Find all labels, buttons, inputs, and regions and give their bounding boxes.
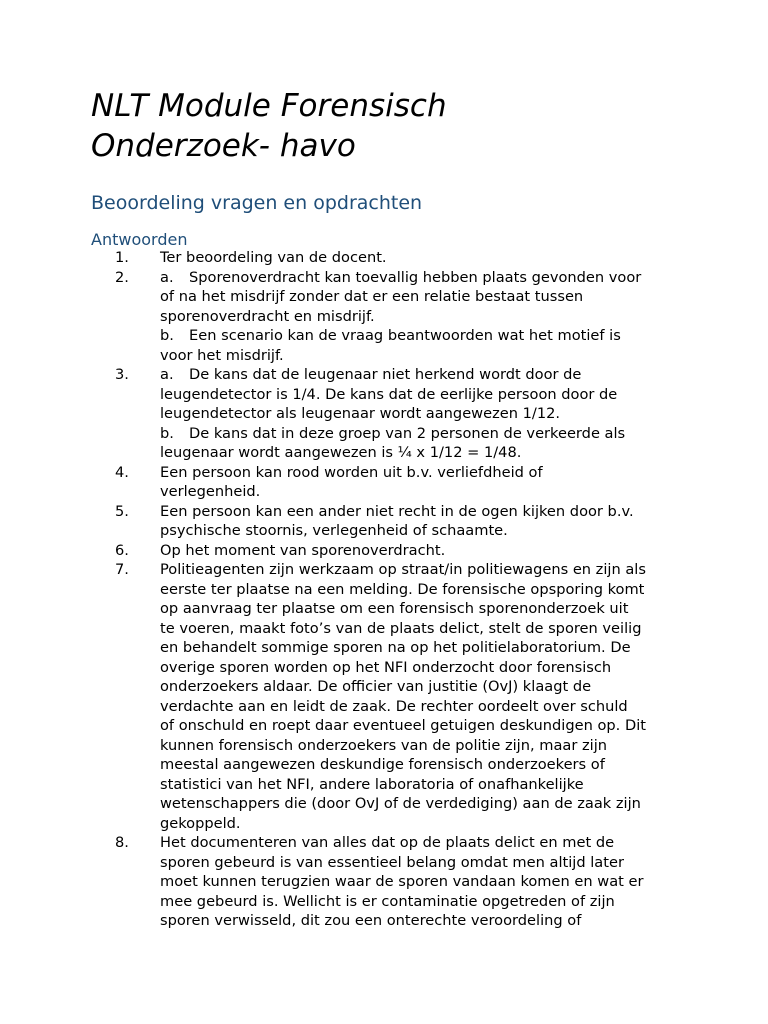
answer-item-5 [0, 502, 680, 541]
answer-number: 8. [115, 834, 129, 851]
answer-line: gekoppeld. [160, 814, 241, 832]
answer-line [160, 365, 680, 385]
answer-item-7 [0, 560, 680, 833]
answer-line: leugendetector als leugenaar wordt aangewezen 1/12. [160, 405, 561, 422]
answer-line: leugenaar wordt aangewezen is ¼ x 1/12 = 1/48. [160, 444, 522, 461]
answer-line: sporenoverdracht en misdrijf. [160, 307, 375, 325]
answer-line: Een persoon kan rood worden uit b.v. verliefdheid of [160, 463, 543, 481]
answer-line: Politieagenten zijn werkzaam op straat/in politiewagens en zijn als [160, 561, 646, 578]
title-line: Onderzoek- havo [91, 128, 356, 164]
sub-text: De kans dat de leugenaar niet herkend wordt door de [189, 366, 582, 383]
answer-line: psychische stoornis, verlegenheid of schaamte. [160, 522, 508, 539]
title-line: NLT Module Forensisch [91, 88, 447, 124]
sub-text: Een scenario kan de vraag beantwoorden wat het motief is [189, 327, 621, 344]
answer-item-3 [0, 365, 680, 463]
answer-line: moet kunnen terugzien waar de sporen vandaan komen en wat er [160, 873, 644, 890]
answer-list [0, 248, 768, 931]
answer-line: verdachte aan en leidt de zaak. De rechter oordeelt over schuld [160, 697, 628, 715]
answer-line [160, 326, 680, 346]
answer-line: onderzoekers aldaar. De officier van justitie (OvJ) klaagt de [160, 678, 592, 695]
answer-number: 3. [115, 366, 129, 383]
answer-number: 7. [115, 561, 129, 578]
document-title [91, 86, 711, 166]
answer-line: overige sporen worden op het NFI onderzocht door forensisch [160, 658, 612, 676]
answer-number: 6. [115, 541, 129, 559]
sub-answer-b [160, 424, 680, 463]
answer-line: mee gebeurd is. Wellicht is er contaminatie opgetreden of zijn [160, 892, 615, 910]
sub-answer-a [160, 365, 680, 424]
subsection-heading: Antwoorden [91, 230, 188, 249]
answer-line: Op het moment van sporenoverdracht. [160, 541, 446, 559]
answer-number: 4. [115, 463, 129, 481]
answer-item-4 [0, 463, 680, 502]
answer-number: 1. [115, 249, 129, 266]
answer-line: Ter beoordeling van de docent. [160, 249, 387, 266]
answer-line: Een persoon kan een ander niet recht in de ogen kijken door b.v. [160, 502, 634, 520]
answer-line: Het documenteren van alles dat op de plaats delict en met de [160, 834, 615, 851]
answer-line [160, 268, 680, 288]
section-heading: Beoordeling vragen en opdrachten [91, 192, 423, 214]
answer-line: sporen verwisseld, dit zou een onterechte veroordeling of [160, 912, 582, 929]
sub-letter: b. [160, 424, 174, 442]
answer-item-8 [0, 833, 680, 931]
answer-line: meestal aangewezen deskundige forensisch onderzoekers of [160, 756, 605, 773]
answer-line: verlegenheid. [160, 483, 261, 500]
answer-item-6 [0, 541, 680, 561]
answer-line: voor het misdrijf. [160, 346, 284, 364]
answer-line: eerste ter plaatse na een melding. De forensische opsporing komt [160, 580, 645, 598]
answer-line: sporen gebeurd is van essentieel belang omdat men altijd later [160, 853, 624, 871]
answer-line [160, 424, 680, 444]
answer-line: en behandelt sommige sporen na op het politielaboratorium. De [160, 639, 631, 656]
answer-line: te voeren, maakt foto’s van de plaats delict, stelt de sporen veilig [160, 619, 642, 637]
answer-number: 2. [115, 268, 129, 286]
answer-line: wetenschappers die (door OvJ of de verdediging) aan de zaak zijn [160, 795, 641, 812]
sub-answer-a [160, 268, 680, 327]
answer-number: 5. [115, 502, 129, 520]
answer-line: of onschuld en roept daar eventueel getuigen deskundigen op. Dit [160, 717, 646, 734]
sub-text: Sporenoverdracht kan toevallig hebben plaats gevonden voor [189, 268, 642, 286]
sub-text: De kans dat in deze groep van 2 personen de verkeerde als [189, 424, 626, 442]
answer-line: op aanvraag ter plaatse om een forensisch sporenonderzoek uit [160, 600, 629, 617]
answer-line: kunnen forensisch onderzoekers van de politie zijn, maar zijn [160, 736, 608, 754]
answer-item-2 [0, 268, 680, 366]
answer-item-1 [0, 248, 680, 268]
sub-letter: a. [160, 366, 174, 383]
sub-letter: b. [160, 327, 174, 344]
answer-line: leugendetector is 1/4. De kans dat de eerlijke persoon door de [160, 385, 618, 403]
answer-line: statistici van het NFI, andere laboratoria of onafhankelijke [160, 775, 584, 793]
answer-line: of na het misdrijf zonder dat er een relatie bestaat tussen [160, 288, 584, 305]
sub-letter: a. [160, 268, 174, 286]
sub-answer-b [160, 326, 680, 365]
